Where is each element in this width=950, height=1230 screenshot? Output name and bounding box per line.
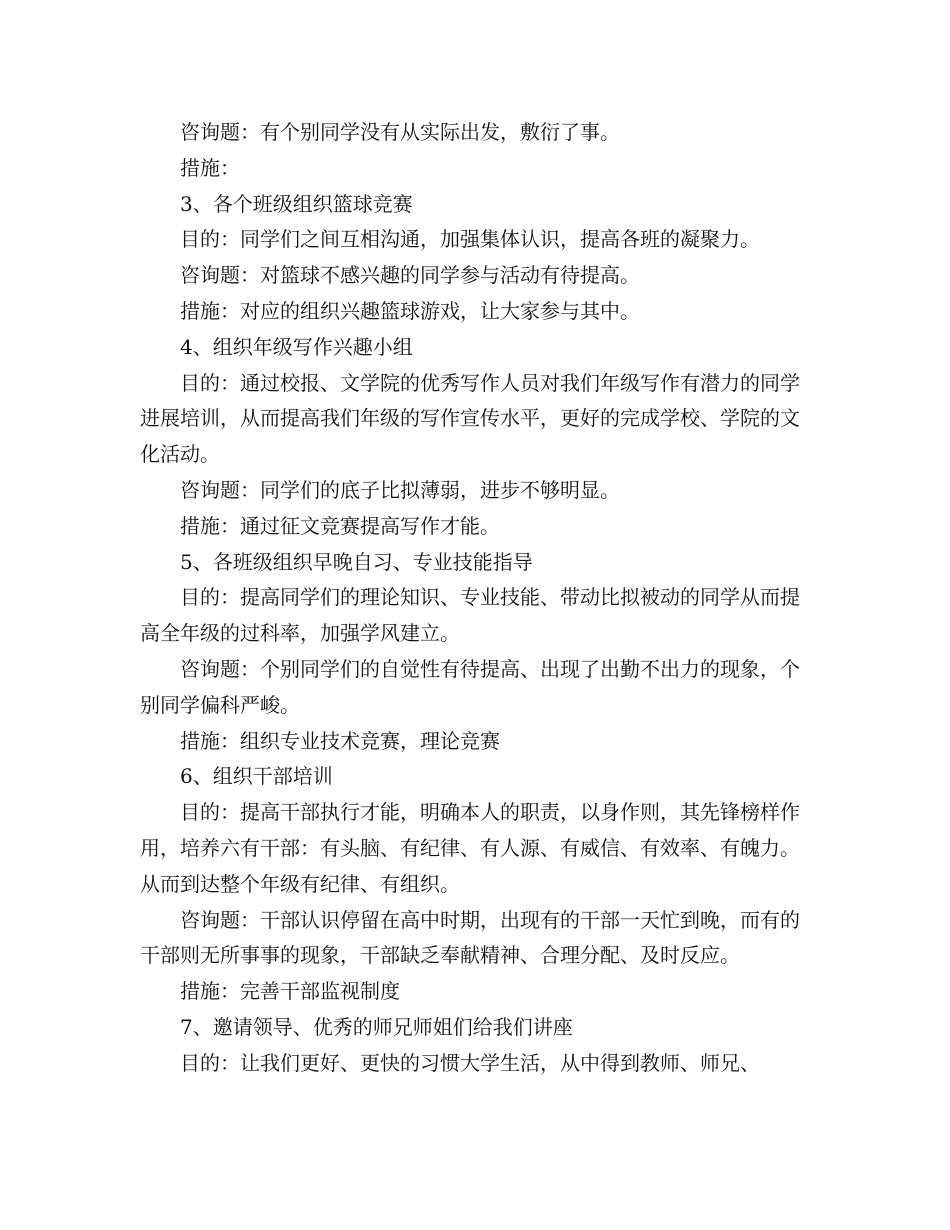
paragraph-purpose-5: 目的：提高同学们的理论知识、专业技能、带动比拟被动的同学从而提高全年级的过科率，加强学风建立。 <box>140 585 800 646</box>
paragraph-problem-4: 咨询题：同学们的底子比拟薄弱，进步不够明显。 <box>180 477 620 502</box>
paragraph-measures-6: 措施：完善干部监视制度 <box>180 979 400 1004</box>
heading-item-7: 7、邀请领导、优秀的师兄师姐们给我们讲座 <box>180 1014 573 1039</box>
paragraph-measures-1: 措施： <box>180 155 240 180</box>
paragraph-measures-4: 措施：通过征文竞赛提高写作才能。 <box>180 513 500 538</box>
paragraph-purpose-3: 目的：同学们之间互相沟通，加强集体认识，提高各班的凝聚力。 <box>180 227 760 252</box>
heading-item-6: 6、组织干部培训 <box>180 764 333 789</box>
paragraph-purpose-7: 目的：让我们更好、更快的习惯大学生活，从中得到教师、师兄、 <box>180 1050 760 1075</box>
heading-item-5: 5、各班级组织早晚自习、专业技能指导 <box>180 549 533 574</box>
paragraph-measures-3: 措施：对应的组织兴趣篮球游戏，让大家参与其中。 <box>180 298 640 323</box>
paragraph-purpose-6: 目的：提高干部执行才能，明确本人的职责，以身作则，其先锋榜样作用，培养六有干部：有头脑、有纪律、有人源、有威信、有效率、有魄力。从而到达整个年级有纪律、有组织。 <box>140 800 800 896</box>
paragraph-problem-6: 咨询题：干部认识停留在高中时期，出现有的干部一天忙到晚，而有的干部则无所事事的现象，干部缺乏奉献精神、合理分配、及时反应。 <box>140 907 800 968</box>
heading-item-3: 3、各个班级组织篮球竞赛 <box>180 191 413 216</box>
paragraph-purpose-4: 目的：通过校报、文学院的优秀写作人员对我们年级写作有潜力的同学进展培训，从而提高我们年级的写作宣传水平，更好的完成学校、学院的文化活动。 <box>140 370 800 467</box>
paragraph-problem-1: 咨询题：有个别同学没有从实际出发，敷衍了事。 <box>180 120 620 144</box>
paragraph-problem-3: 咨询题：对篮球不感兴趣的同学参与活动有待提高。 <box>180 263 640 288</box>
document-body <box>140 115 812 1082</box>
heading-item-4: 4、组织年级写作兴趣小组 <box>180 334 413 359</box>
paragraph-measures-5: 措施：组织专业技术竞赛，理论竞赛 <box>180 728 500 753</box>
paragraph-problem-5: 咨询题：个别同学们的自觉性有待提高、出现了出勤不出力的现象，个别同学偏科严峻。 <box>140 656 800 717</box>
